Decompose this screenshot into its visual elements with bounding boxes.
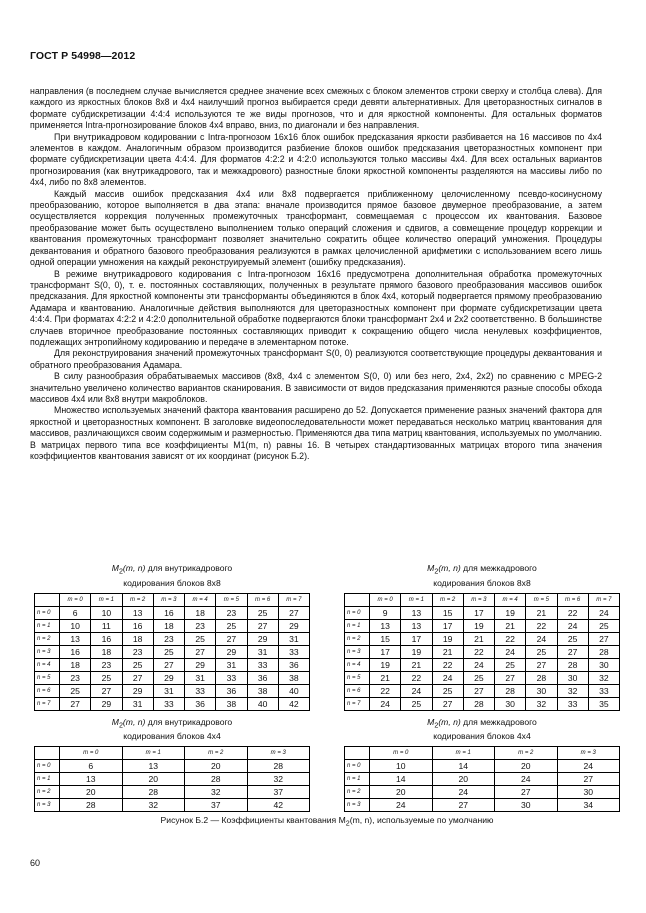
matrix-table xyxy=(344,593,620,711)
matrix-cell: 32 xyxy=(185,786,248,799)
table-row xyxy=(345,760,620,773)
matrix-cell: 25 xyxy=(588,619,619,632)
table-row xyxy=(35,786,310,799)
table-row xyxy=(35,645,310,658)
row-label: n = 7 xyxy=(35,697,60,710)
row-label: n = 5 xyxy=(35,671,60,684)
matrix-cell: 31 xyxy=(278,632,309,645)
row-label: n = 2 xyxy=(345,786,370,799)
matrix-cell: 24 xyxy=(463,658,494,671)
matrix-cell: 14 xyxy=(370,773,433,786)
column-header: m = 3 xyxy=(247,747,310,760)
paragraph: Каждый массив ошибок предсказания 4x4 или 8x8 подвергается приближенному целочисленному псевдо-косинусному преобразованию, которое выполняется в два этапа: вначале производится прямое базовое двумерное преобразование, а затем осуществляется коррекция полученных промежуточных трансформант, совмещаемая с процессом их квантования. Базовое преобразование может быть осуществлено выполнением только операций сложения и сдвигов, а совмещение процедур коррекции и квантования промежуточных трансформант позволяет значительно сократить общее количество операций умножения. Процедуры деквантования и обратного базового преобразования реализуются в рамках целочисленной арифметики с использованием всего лишь одной операции умножения на каждый реконструируемый элемент (ошибку предсказания). xyxy=(30,188,602,268)
matrix-cell: 25 xyxy=(247,606,278,619)
matrix-cell: 25 xyxy=(526,645,557,658)
matrix-cell: 27 xyxy=(557,645,588,658)
title-args: (m, n) xyxy=(122,716,146,727)
matrix-cell: 27 xyxy=(463,684,494,697)
header-row xyxy=(35,747,310,760)
paragraph: В силу разнообразия обрабатываемых массивов (8x8, 4x4 с элементом S(0, 0) или без него, 2x4, 2x2) по сравнению с MPEG-2 значительно увеличено количество вариантов сканирования. В зависимости от видов предсказания применяются разные способы обхода массивов 4x4 или 8x8 внутри макроблоков. xyxy=(30,371,602,404)
matrix-cell: 42 xyxy=(247,799,310,812)
row-label: n = 3 xyxy=(345,645,370,658)
row-label: n = 0 xyxy=(35,760,60,773)
matrix-cell: 20 xyxy=(432,773,495,786)
figure-title xyxy=(344,563,620,589)
table-row xyxy=(35,658,310,671)
matrix-cell: 25 xyxy=(91,671,122,684)
matrix-cell: 19 xyxy=(370,658,401,671)
matrix-cell: 28 xyxy=(557,658,588,671)
caption-subscript: 2 xyxy=(345,819,350,828)
matrix-cell: 9 xyxy=(370,606,401,619)
matrix-cell: 25 xyxy=(60,684,91,697)
matrix-cell: 13 xyxy=(370,619,401,632)
matrix-cell: 25 xyxy=(401,697,432,710)
matrix-cell: 32 xyxy=(247,773,310,786)
matrix-cell: 20 xyxy=(122,773,185,786)
matrix-cell: 16 xyxy=(122,619,153,632)
matrix-cell: 24 xyxy=(370,697,401,710)
matrix-cell: 33 xyxy=(216,671,247,684)
column-header: m = 7 xyxy=(278,593,309,606)
table-row xyxy=(35,760,310,773)
column-header: m = 4 xyxy=(185,593,216,606)
matrix-cell: 16 xyxy=(60,645,91,658)
row-label: n = 1 xyxy=(35,619,60,632)
title-args: (m, n) xyxy=(122,563,146,573)
column-header: m = 6 xyxy=(247,593,278,606)
matrix-cell: 27 xyxy=(278,606,309,619)
matrix-cell: 21 xyxy=(495,619,526,632)
matrix-cell: 19 xyxy=(495,606,526,619)
column-header: m = 5 xyxy=(216,593,247,606)
matrix-cell: 27 xyxy=(247,619,278,632)
matrix-cell: 27 xyxy=(153,658,184,671)
matrix-cell: 23 xyxy=(60,671,91,684)
table-row xyxy=(35,632,310,645)
matrix-cell: 22 xyxy=(495,632,526,645)
row-label: n = 3 xyxy=(35,645,60,658)
matrix-cell: 22 xyxy=(432,658,463,671)
matrix-cell: 30 xyxy=(557,786,620,799)
row-label: n = 5 xyxy=(345,671,370,684)
matrix-cell: 15 xyxy=(432,606,463,619)
matrix-cell: 25 xyxy=(216,619,247,632)
matrix-cell: 19 xyxy=(463,619,494,632)
row-label: n = 0 xyxy=(35,606,60,619)
table-row xyxy=(35,619,310,632)
column-header: m = 5 xyxy=(526,593,557,606)
header-row xyxy=(345,747,620,760)
matrix-cell: 27 xyxy=(495,671,526,684)
row-label: n = 2 xyxy=(35,786,60,799)
column-header: m = 2 xyxy=(432,593,463,606)
matrix-cell: 27 xyxy=(122,671,153,684)
paragraph: При внутрикадровом кодировании с Intra-прогнозом 16x16 блок ошибок предсказания яркости разбивается на 16 массивов по 4x4 элементов в каждом. Аналогичным образом производится разбиение блоков ошибок предсказания цветоразностных компонент при формате субдискретизации цвета 4:4:4. Для форматов 4:2:2 и 4:2:0 используются только массивы 4x4. Для всех остальных вариантов прогнозирования (как внутрикадрового, так и межкадрового) разностные блоки яркостной компоненты разделяются на массивы либо по 4x4, либо по 8x8 элементов. xyxy=(30,131,602,188)
matrix-cell: 21 xyxy=(370,671,401,684)
matrix-cell: 40 xyxy=(247,697,278,710)
matrix-cell: 18 xyxy=(153,619,184,632)
table-row xyxy=(345,773,620,786)
table-row xyxy=(345,632,620,645)
column-header: m = 1 xyxy=(91,593,122,606)
matrix-cell: 28 xyxy=(185,773,248,786)
body-text xyxy=(30,86,602,462)
title-subscript: 2 xyxy=(118,721,123,730)
matrix-cell: 23 xyxy=(216,606,247,619)
matrix-table xyxy=(344,746,620,812)
title-line2: кодирования блоков 8x8 xyxy=(123,577,221,588)
column-header: m = 1 xyxy=(432,747,495,760)
matrix-cell: 18 xyxy=(185,606,216,619)
matrix-cell: 28 xyxy=(60,799,123,812)
title-text: для межкадрового xyxy=(460,716,537,727)
matrix-cell: 6 xyxy=(60,606,91,619)
table-row xyxy=(345,697,620,710)
matrix-cell: 33 xyxy=(278,645,309,658)
matrix-cell: 30 xyxy=(588,658,619,671)
matrix-cell: 25 xyxy=(153,645,184,658)
matrix-cell: 22 xyxy=(463,645,494,658)
matrix-cell: 10 xyxy=(370,760,433,773)
matrix-cell: 28 xyxy=(588,645,619,658)
matrix-cell: 37 xyxy=(185,799,248,812)
column-header: m = 1 xyxy=(401,593,432,606)
paragraph: направления (в последнем случае вычисляется среднее значение всех смежных с блоком элементов строки сверху и столбца слева). Для каждого из яркостных блоков 8x8 и 4x4 наилучший прогноз выбирается среди девяти альтернативных. Для цветоразностных сигналов в формате субдискретизации 4:4:4 используются те же виды прогнозов, что и для яркостной компоненты. Для остальных форматов применяется Intra-прогнозирование блоков 4x4 вправо, вниз, по диагонали и без направления. xyxy=(30,86,602,131)
matrix-cell: 30 xyxy=(526,684,557,697)
matrix-cell: 18 xyxy=(60,658,91,671)
corner-cell xyxy=(35,747,60,760)
row-label: n = 3 xyxy=(345,799,370,812)
table-row xyxy=(35,606,310,619)
matrix-cell: 25 xyxy=(463,671,494,684)
title-symbol: M xyxy=(427,716,435,727)
column-header: m = 0 xyxy=(370,593,401,606)
matrix-cell: 25 xyxy=(432,684,463,697)
title-text: для внутрикадрового xyxy=(145,563,233,573)
matrix-cell: 34 xyxy=(557,799,620,812)
matrix-cell: 33 xyxy=(557,697,588,710)
matrix-cell: 24 xyxy=(557,619,588,632)
column-header: m = 6 xyxy=(557,593,588,606)
table-row xyxy=(345,799,620,812)
matrix-cell: 27 xyxy=(60,697,91,710)
matrix-cell: 10 xyxy=(60,619,91,632)
column-header: m = 4 xyxy=(495,593,526,606)
matrix-cell: 28 xyxy=(122,786,185,799)
matrix-cell: 13 xyxy=(401,619,432,632)
matrix-cell: 20 xyxy=(185,760,248,773)
title-line2: кодирования блоков 8x8 xyxy=(433,577,531,588)
matrix-cell: 27 xyxy=(432,697,463,710)
matrix-cell: 23 xyxy=(153,632,184,645)
matrix-cell: 23 xyxy=(122,645,153,658)
title-text: для внутрикадрового xyxy=(145,716,233,727)
matrix-cell: 40 xyxy=(278,684,309,697)
row-label: n = 3 xyxy=(35,799,60,812)
matrix-cell: 33 xyxy=(153,697,184,710)
matrix-cell: 14 xyxy=(432,760,495,773)
paragraph: Для реконструирования значений промежуточных трансформант S(0, 0) реализуются соответствующие процедуры деквантования и обратного преобразования Адамара. xyxy=(30,348,602,370)
header-row xyxy=(345,593,620,606)
matrix-cell: 13 xyxy=(401,606,432,619)
title-line2: кодирования блоков 4x4 xyxy=(123,731,221,742)
row-label: n = 1 xyxy=(35,773,60,786)
title-text: для межкадрового xyxy=(460,563,537,573)
matrix-cell: 29 xyxy=(122,684,153,697)
title-symbol: M xyxy=(111,563,119,573)
matrix-cell: 31 xyxy=(247,645,278,658)
matrix-cell: 25 xyxy=(122,658,153,671)
corner-cell xyxy=(345,747,370,760)
matrix-cell: 38 xyxy=(278,671,309,684)
matrix-cell: 33 xyxy=(588,684,619,697)
table-row xyxy=(345,606,620,619)
matrix-cell: 22 xyxy=(401,671,432,684)
matrix-cell: 42 xyxy=(278,697,309,710)
matrix-cell: 25 xyxy=(495,658,526,671)
matrix-cell: 30 xyxy=(557,671,588,684)
matrix-cell: 23 xyxy=(91,658,122,671)
table-row xyxy=(35,697,310,710)
matrix-cell: 33 xyxy=(247,658,278,671)
paragraph: Множество используемых значений фактора квантования расширено до 52. Допускается применение разных значений фактора для яркостной и цветоразностных компонент. В заголовке видеопоследовательности может передаваться несколько матриц квантования для массивов, различающихся своим содержимым и размерностью. Применяются два типа матриц квантования, используемых по умолчанию. В матрицах первого типа все коэффициенты M1(m, n) равны 16. В четырех стандартизованных матрицах второго типа значения коэффициентов квантования зависят от их координат (рисунок Б.2). xyxy=(30,405,602,461)
title-subscript: 2 xyxy=(434,567,439,576)
row-label: n = 7 xyxy=(345,697,370,710)
matrix-cell: 24 xyxy=(370,799,433,812)
row-label: n = 4 xyxy=(35,658,60,671)
matrix-table xyxy=(34,593,310,711)
matrix-cell: 13 xyxy=(122,606,153,619)
title-symbol: M xyxy=(111,716,119,727)
matrix-cell: 21 xyxy=(463,632,494,645)
matrix-cell: 32 xyxy=(526,697,557,710)
matrix-cell: 28 xyxy=(247,760,310,773)
matrix-cell: 31 xyxy=(216,658,247,671)
figure-inter-4x4 xyxy=(344,717,620,813)
matrix-cell: 32 xyxy=(557,684,588,697)
matrix-cell: 38 xyxy=(216,697,247,710)
matrix-cell: 13 xyxy=(60,632,91,645)
table-row xyxy=(35,684,310,697)
column-header: m = 3 xyxy=(153,593,184,606)
figure-title xyxy=(34,717,310,743)
matrix-cell: 17 xyxy=(401,632,432,645)
matrix-cell: 10 xyxy=(91,606,122,619)
column-header: m = 2 xyxy=(122,593,153,606)
matrix-cell: 24 xyxy=(557,760,620,773)
matrix-cell: 31 xyxy=(122,697,153,710)
matrix-cell: 29 xyxy=(247,632,278,645)
matrix-cell: 36 xyxy=(185,697,216,710)
matrix-cell: 21 xyxy=(401,658,432,671)
matrix-cell: 28 xyxy=(526,671,557,684)
matrix-cell: 27 xyxy=(91,684,122,697)
matrix-cell: 31 xyxy=(153,684,184,697)
column-header: m = 3 xyxy=(463,593,494,606)
caption-text: Рисунок Б.2 — Коэффициенты квантования M xyxy=(160,815,346,825)
matrix-cell: 24 xyxy=(495,773,558,786)
matrix-cell: 27 xyxy=(588,632,619,645)
matrix-cell: 29 xyxy=(216,645,247,658)
matrix-cell: 24 xyxy=(495,645,526,658)
column-header: m = 2 xyxy=(185,747,248,760)
matrix-cell: 38 xyxy=(247,684,278,697)
row-label: n = 2 xyxy=(345,632,370,645)
matrix-cell: 28 xyxy=(463,697,494,710)
matrix-cell: 19 xyxy=(432,632,463,645)
matrix-cell: 35 xyxy=(588,697,619,710)
matrix-cell: 20 xyxy=(60,786,123,799)
matrix-cell: 29 xyxy=(278,619,309,632)
matrix-cell: 17 xyxy=(463,606,494,619)
row-label: n = 2 xyxy=(35,632,60,645)
matrix-cell: 22 xyxy=(526,619,557,632)
table-row xyxy=(345,684,620,697)
figure-title xyxy=(34,563,310,589)
matrix-cell: 36 xyxy=(216,684,247,697)
title-subscript: 2 xyxy=(118,567,123,576)
matrix-cell: 27 xyxy=(495,786,558,799)
matrix-cell: 32 xyxy=(588,671,619,684)
matrix-cell: 24 xyxy=(401,684,432,697)
matrix-cell: 19 xyxy=(401,645,432,658)
matrix-cell: 13 xyxy=(60,773,123,786)
column-header: m = 0 xyxy=(60,593,91,606)
table-row xyxy=(345,786,620,799)
figure-title xyxy=(344,717,620,743)
table-row xyxy=(345,619,620,632)
column-header: m = 0 xyxy=(60,747,123,760)
matrix-cell: 36 xyxy=(247,671,278,684)
row-label: n = 0 xyxy=(345,760,370,773)
matrix-cell: 24 xyxy=(588,606,619,619)
matrix-cell: 27 xyxy=(557,773,620,786)
title-subscript: 2 xyxy=(434,721,439,730)
table-row xyxy=(35,671,310,684)
row-label: n = 4 xyxy=(345,658,370,671)
row-label: n = 6 xyxy=(35,684,60,697)
figure-inter-8x8 xyxy=(344,563,620,711)
caption-text-end: (m, n), используемые по умолчанию xyxy=(349,815,494,825)
matrix-cell: 13 xyxy=(122,760,185,773)
matrix-cell: 32 xyxy=(122,799,185,812)
figure-intra-4x4 xyxy=(34,717,310,813)
row-label: n = 1 xyxy=(345,773,370,786)
matrix-cell: 30 xyxy=(495,799,558,812)
matrix-cell: 16 xyxy=(91,632,122,645)
matrix-table xyxy=(34,746,310,812)
table-row xyxy=(35,773,310,786)
matrix-cell: 17 xyxy=(432,619,463,632)
page-number: 60 xyxy=(30,858,41,868)
corner-cell xyxy=(35,593,60,606)
matrix-cell: 24 xyxy=(526,632,557,645)
column-header: m = 3 xyxy=(557,747,620,760)
matrix-cell: 24 xyxy=(432,786,495,799)
matrix-cell: 22 xyxy=(370,684,401,697)
matrix-cell: 20 xyxy=(370,786,433,799)
table-row xyxy=(345,645,620,658)
matrix-cell: 31 xyxy=(185,671,216,684)
matrix-cell: 21 xyxy=(432,645,463,658)
matrix-cell: 37 xyxy=(247,786,310,799)
title-args: (m, n) xyxy=(438,563,461,573)
matrix-cell: 18 xyxy=(122,632,153,645)
paragraph: В режиме внутрикадрового кодирования с Intra-прогнозом 16x16 предусмотрена дополнительная обработка промежуточных трансформант S(0, 0), т. е. постоянных составляющих, полученных в результате прямого базового преобразования массивов ошибок предсказания. Для яркостной компоненты эти трансформанты объединяются в блок 4x4, который подвергается прямому преобразованию Адамара и квантованию. Аналогичные действия выполняются для цветоразностных компонент при формате субдискретизации цвета 4:4:4. При форматах 4:2:2 и 4:2:0 дополнительной обработке подвергаются блоки трансформант 2x4 и 2x2 соответственно. В большинстве случаев вторичное преобразование постоянных составляющих приводит к сокращению общего числа ненулевых коэффициентов, подлежащих энтропийному кодированию и передаче в элементарном потоке. xyxy=(30,268,602,347)
matrix-cell: 29 xyxy=(185,658,216,671)
figure-caption xyxy=(34,815,620,828)
matrix-cell: 17 xyxy=(370,645,401,658)
matrix-cell: 21 xyxy=(526,606,557,619)
row-label: n = 1 xyxy=(345,619,370,632)
matrix-cell: 36 xyxy=(278,658,309,671)
matrix-cell: 25 xyxy=(185,632,216,645)
table-row xyxy=(35,799,310,812)
matrix-cell: 30 xyxy=(495,697,526,710)
matrix-cell: 6 xyxy=(60,760,123,773)
column-header: m = 7 xyxy=(588,593,619,606)
matrix-cell: 27 xyxy=(185,645,216,658)
title-line2: кодирования блоков 4x4 xyxy=(433,731,531,742)
title-args: (m, n) xyxy=(438,716,461,727)
matrix-cell: 22 xyxy=(557,606,588,619)
row-label: n = 6 xyxy=(345,684,370,697)
matrix-cell: 29 xyxy=(91,697,122,710)
matrix-cell: 28 xyxy=(495,684,526,697)
header-row xyxy=(35,593,310,606)
row-label: n = 0 xyxy=(345,606,370,619)
matrix-cell: 11 xyxy=(91,619,122,632)
matrix-cell: 18 xyxy=(91,645,122,658)
matrix-cell: 23 xyxy=(185,619,216,632)
matrix-cell: 29 xyxy=(153,671,184,684)
matrix-cell: 24 xyxy=(432,671,463,684)
title-symbol: M xyxy=(427,563,435,573)
matrix-cell: 27 xyxy=(432,799,495,812)
matrix-cell: 20 xyxy=(495,760,558,773)
column-header: m = 2 xyxy=(495,747,558,760)
table-row xyxy=(345,658,620,671)
matrix-cell: 27 xyxy=(526,658,557,671)
matrix-cell: 16 xyxy=(153,606,184,619)
corner-cell xyxy=(345,593,370,606)
matrix-cell: 15 xyxy=(370,632,401,645)
column-header: m = 1 xyxy=(122,747,185,760)
figure-intra-8x8 xyxy=(34,563,310,711)
matrix-cell: 33 xyxy=(185,684,216,697)
matrix-cell: 25 xyxy=(557,632,588,645)
column-header: m = 0 xyxy=(370,747,433,760)
matrix-cell: 27 xyxy=(216,632,247,645)
document-header: ГОСТ Р 54998—2012 xyxy=(30,50,136,62)
quantization-figures xyxy=(34,563,620,812)
table-row xyxy=(345,671,620,684)
